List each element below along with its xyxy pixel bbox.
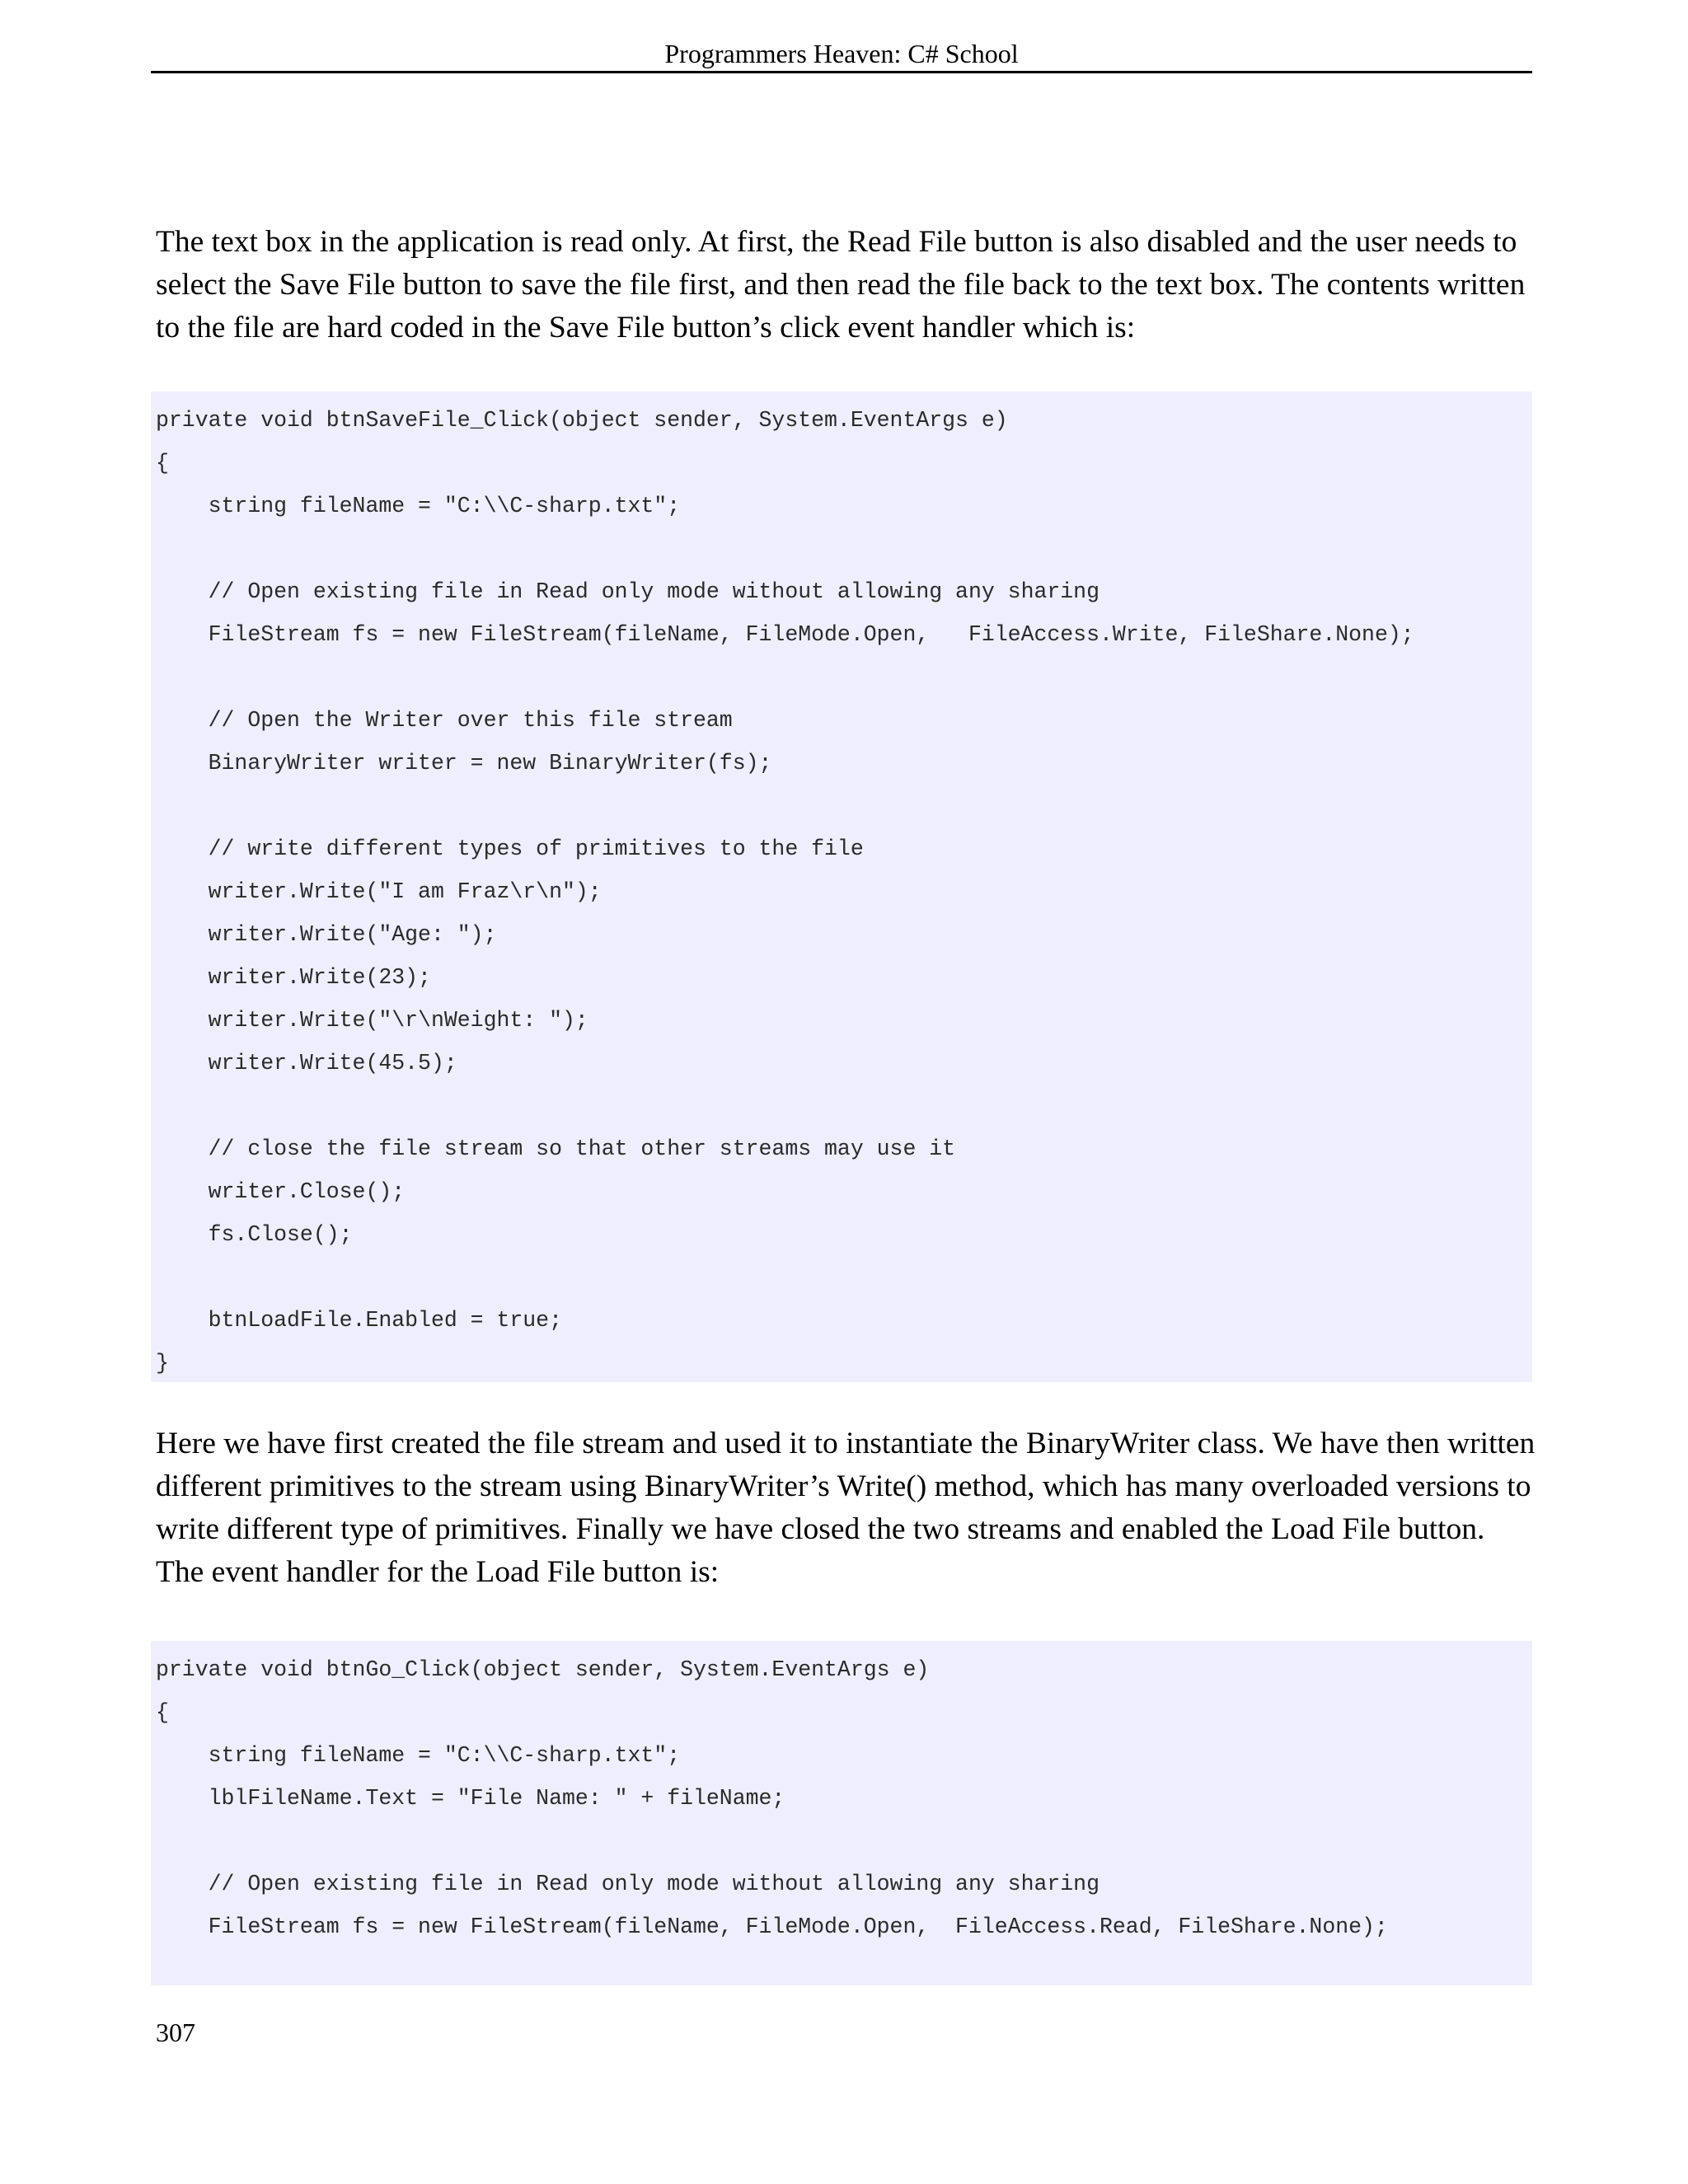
code-line: string fileName = "C:\\C-sharp.txt";	[156, 494, 681, 518]
code-line	[156, 1085, 1532, 1127]
code-line: FileStream fs = new FileStream(fileName, FileMode.Open, FileAccess.Read, FileShare.None);	[156, 1915, 1388, 1939]
code-line: // Open the Writer over this file stream	[156, 708, 733, 733]
code-line: // write different types of primitives to the file	[156, 837, 864, 861]
code-block-load-file-handler	[151, 1641, 1532, 1985]
code-line: private void btnSaveFile_Click(object sender, System.EventArgs e)	[156, 408, 1008, 433]
code-line	[156, 785, 1532, 827]
code-line: // close the file stream so that other streams may use it	[156, 1137, 956, 1161]
code-line	[156, 527, 1532, 570]
code-line: writer.Write("Age: ");	[156, 922, 497, 947]
code-line: BinaryWriter writer = new BinaryWriter(fs);	[156, 751, 772, 776]
code-line: btnLoadFile.Enabled = true;	[156, 1308, 562, 1333]
code-line: private void btnGo_Click(object sender, System.EventArgs e)	[156, 1657, 930, 1682]
code-line: // Open existing file in Read only mode without allowing any sharing	[156, 1872, 1100, 1896]
code-line: writer.Close();	[156, 1179, 406, 1204]
code-line	[156, 1256, 1532, 1299]
code-line: {	[156, 1700, 169, 1725]
code-line: {	[156, 451, 169, 476]
code-line: FileStream fs = new FileStream(fileName, FileMode.Open, FileAccess.Write, FileShare.None);	[156, 622, 1414, 647]
code-line: writer.Write("I am Fraz\r\n");	[156, 879, 602, 904]
running-header	[151, 36, 1532, 73]
body-paragraph: Here we have first created the file stream and used it to instantiate the BinaryWriter class. We have then written different primitives to the stream using BinaryWriter’s Write() method, which has many overloaded versions to write different type of primitives. Finally we have closed the two streams and enabled the Load File button. The event handler for the Load File button is:	[156, 1427, 1536, 1589]
running-header-title: Programmers Heaven: C# School	[664, 39, 1019, 68]
code-line: string fileName = "C:\\C-sharp.txt";	[156, 1743, 681, 1768]
page-number: 307	[156, 2018, 195, 2047]
code-line: writer.Write(23);	[156, 965, 431, 990]
body-paragraph: The text box in the application is read only. At first, the Read File button is also disabled and the user needs to select the Save File button to save the file first, and then read the file back to the text box. The contents written to the file are hard coded in the Save File button’s click event handler which is:	[156, 225, 1526, 344]
code-line: // Open existing file in Read only mode without allowing any sharing	[156, 579, 1100, 604]
code-line	[156, 1820, 1532, 1863]
code-block-save-file-handler	[151, 391, 1532, 1382]
code-line: lblFileName.Text = "File Name: " + fileName;	[156, 1786, 785, 1811]
code-line: fs.Close();	[156, 1222, 353, 1247]
code-line: writer.Write(45.5);	[156, 1051, 457, 1076]
code-line	[156, 656, 1532, 699]
code-line: }	[156, 1351, 169, 1376]
code-line: writer.Write("\r\nWeight: ");	[156, 1008, 588, 1033]
